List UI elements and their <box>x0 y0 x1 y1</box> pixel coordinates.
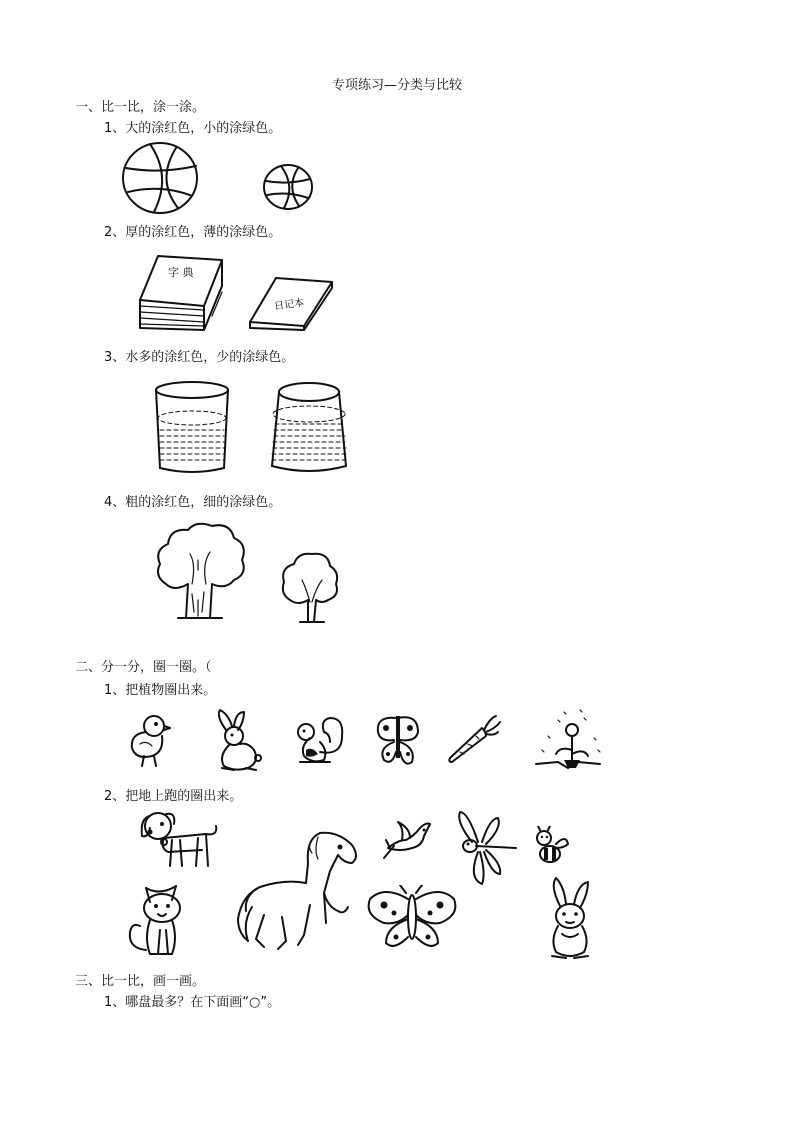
swallow-bird-icon[interactable] <box>380 818 434 860</box>
bunny-icon[interactable] <box>542 876 598 962</box>
cup-more-water-icon[interactable] <box>266 380 352 476</box>
bee-icon[interactable] <box>530 826 570 868</box>
thin-book-label: 日记本 <box>273 297 305 313</box>
butterfly-big-icon[interactable] <box>364 885 460 955</box>
big-basketball-icon[interactable] <box>120 140 200 216</box>
dog-icon[interactable] <box>136 808 222 876</box>
dragonfly-icon[interactable] <box>452 808 520 888</box>
question-2-1: 1、把植物圈出来。 <box>104 683 217 698</box>
carrot-icon[interactable] <box>446 714 502 766</box>
question-1-2: 2、厚的涂红色，薄的涂绿色。 <box>104 225 282 240</box>
section-2-heading: 二、分一分，圈一圈。（ <box>75 660 212 675</box>
cup-less-water-icon[interactable] <box>150 380 234 476</box>
thin-book-icon[interactable] <box>246 274 336 332</box>
horse-icon[interactable] <box>234 823 364 963</box>
question-1-1: 1、大的涂红色，小的涂绿色。 <box>104 121 282 136</box>
section-3-heading: 三、比一比，画一画。 <box>75 974 206 989</box>
question-2-2: 2、把地上跑的圈出来。 <box>104 789 243 804</box>
flower-plant-icon[interactable] <box>528 706 608 776</box>
chick-icon[interactable] <box>124 710 174 770</box>
section-1-heading: 一、比一比，涂一涂。 <box>75 100 206 115</box>
cat-icon[interactable] <box>122 880 190 960</box>
butterfly-small-icon[interactable] <box>372 712 424 770</box>
page-title: 专项练习—分类与比较 <box>331 78 462 93</box>
thick-tree-icon[interactable] <box>152 520 248 622</box>
question-3-1: 1、哪盘最多？在下面画“○”。 <box>104 995 281 1010</box>
thin-tree-icon[interactable] <box>278 548 342 626</box>
small-basketball-icon[interactable] <box>262 163 314 211</box>
thick-book-label: 字 典 <box>168 266 194 279</box>
rabbit-icon[interactable] <box>212 708 264 774</box>
question-1-3: 3、水多的涂红色，少的涂绿色。 <box>104 350 295 365</box>
squirrel-icon[interactable] <box>290 712 348 768</box>
thick-book-icon[interactable] <box>134 250 226 334</box>
question-1-4: 4、粗的涂红色，细的涂绿色。 <box>104 495 282 510</box>
